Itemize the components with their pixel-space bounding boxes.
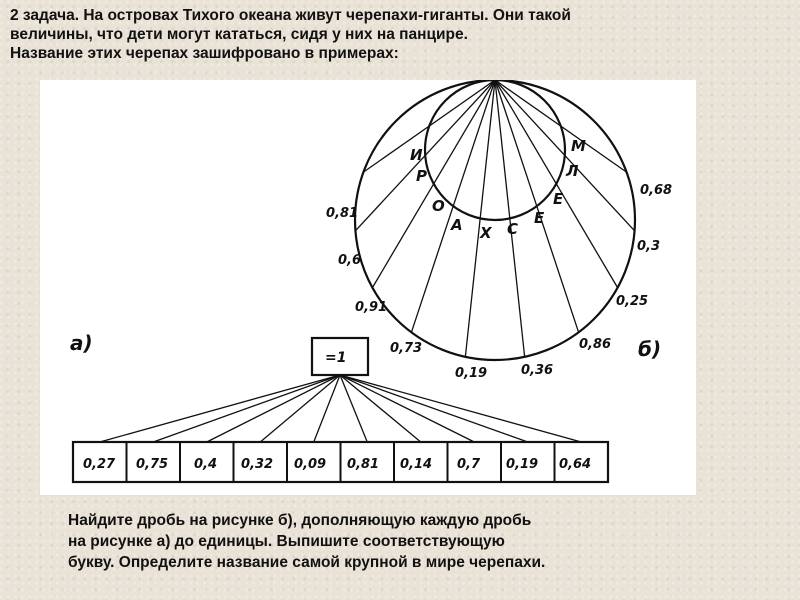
letter-h: Х [480,224,492,242]
a-fraction-7: 0,14 [400,457,433,472]
letter-m: М [571,137,586,155]
a-fraction-10: 0,64 [559,457,592,472]
a-fraction-2: 0,75 [136,457,169,472]
a-fraction-4: 0,32 [241,457,274,472]
a-fraction-1: 0,27 [83,457,116,472]
fan-a-10 [340,375,581,442]
a-fraction-6: 0,81 [347,457,380,472]
ray-b-2 [355,80,495,231]
letter-e1: Е [534,209,545,227]
a-fraction-8: 0,7 [457,457,481,472]
letter-l: Л [566,162,579,180]
figure-b-label: б) [638,337,662,361]
ray-b-1 [363,80,495,172]
problem-statement [10,6,790,63]
b-fraction-3: 0,91 [355,300,388,315]
b-fraction-4: 0,73 [390,341,423,356]
a-fraction-9: 0,19 [506,457,539,472]
task-line-2: на рисунке а) до единицы. Выпишите соответствующую [68,533,505,550]
b-fraction-10: 0,68 [640,183,673,198]
fan-a-1 [100,375,340,442]
fan-a-9 [340,375,528,442]
problem-line-2: величины, что дети могут кататься, сидя у них на панцире. [10,26,468,43]
sum-box-text: =1 [325,350,347,366]
puzzle-drawing [40,80,696,495]
ray-b-7 [495,80,579,332]
task-line-1: Найдите дробь на рисунке б), дополняющую каждую дробь [68,512,532,529]
fan-a-6 [340,375,367,442]
fan-a-3 [207,375,340,442]
b-fraction-2: 0,6 [338,253,362,268]
b-fraction-7: 0,86 [579,337,612,352]
letter-o: О [432,197,445,215]
fan-a-5 [314,375,340,442]
ray-b-10 [495,80,627,172]
b-fraction-8: 0,25 [616,294,649,309]
ray-b-9 [495,80,635,231]
problem-line-1: 2 задача. На островах Тихого океана живут черепахи-гиганты. Они такой [10,7,571,24]
ray-b-4 [411,80,495,332]
letter-a: А [451,216,463,234]
b-fraction-1: 0,81 [326,206,359,221]
b-fraction-5: 0,19 [455,366,488,381]
puzzle-figure [40,80,696,495]
inner-circle [425,80,565,220]
task-line-3: букву. Определите название самой крупной в мире черепахи. [68,554,546,571]
letter-r: Р [416,167,427,185]
fan-a-7 [340,375,421,442]
letter-e2: Е [553,190,564,208]
fan-a-8 [340,375,474,442]
letter-i: И [410,146,423,164]
letter-s: С [507,220,519,238]
fan-a-2 [153,375,340,442]
task-text [68,510,768,573]
b-fraction-6: 0,36 [521,363,554,378]
figure-a-label: а) [70,331,93,355]
problem-line-3: Название этих черепах зашифровано в примерах: [10,45,399,62]
a-fraction-5: 0,09 [294,457,327,472]
b-fraction-9: 0,3 [637,239,661,254]
a-fraction-3: 0,4 [194,457,218,472]
